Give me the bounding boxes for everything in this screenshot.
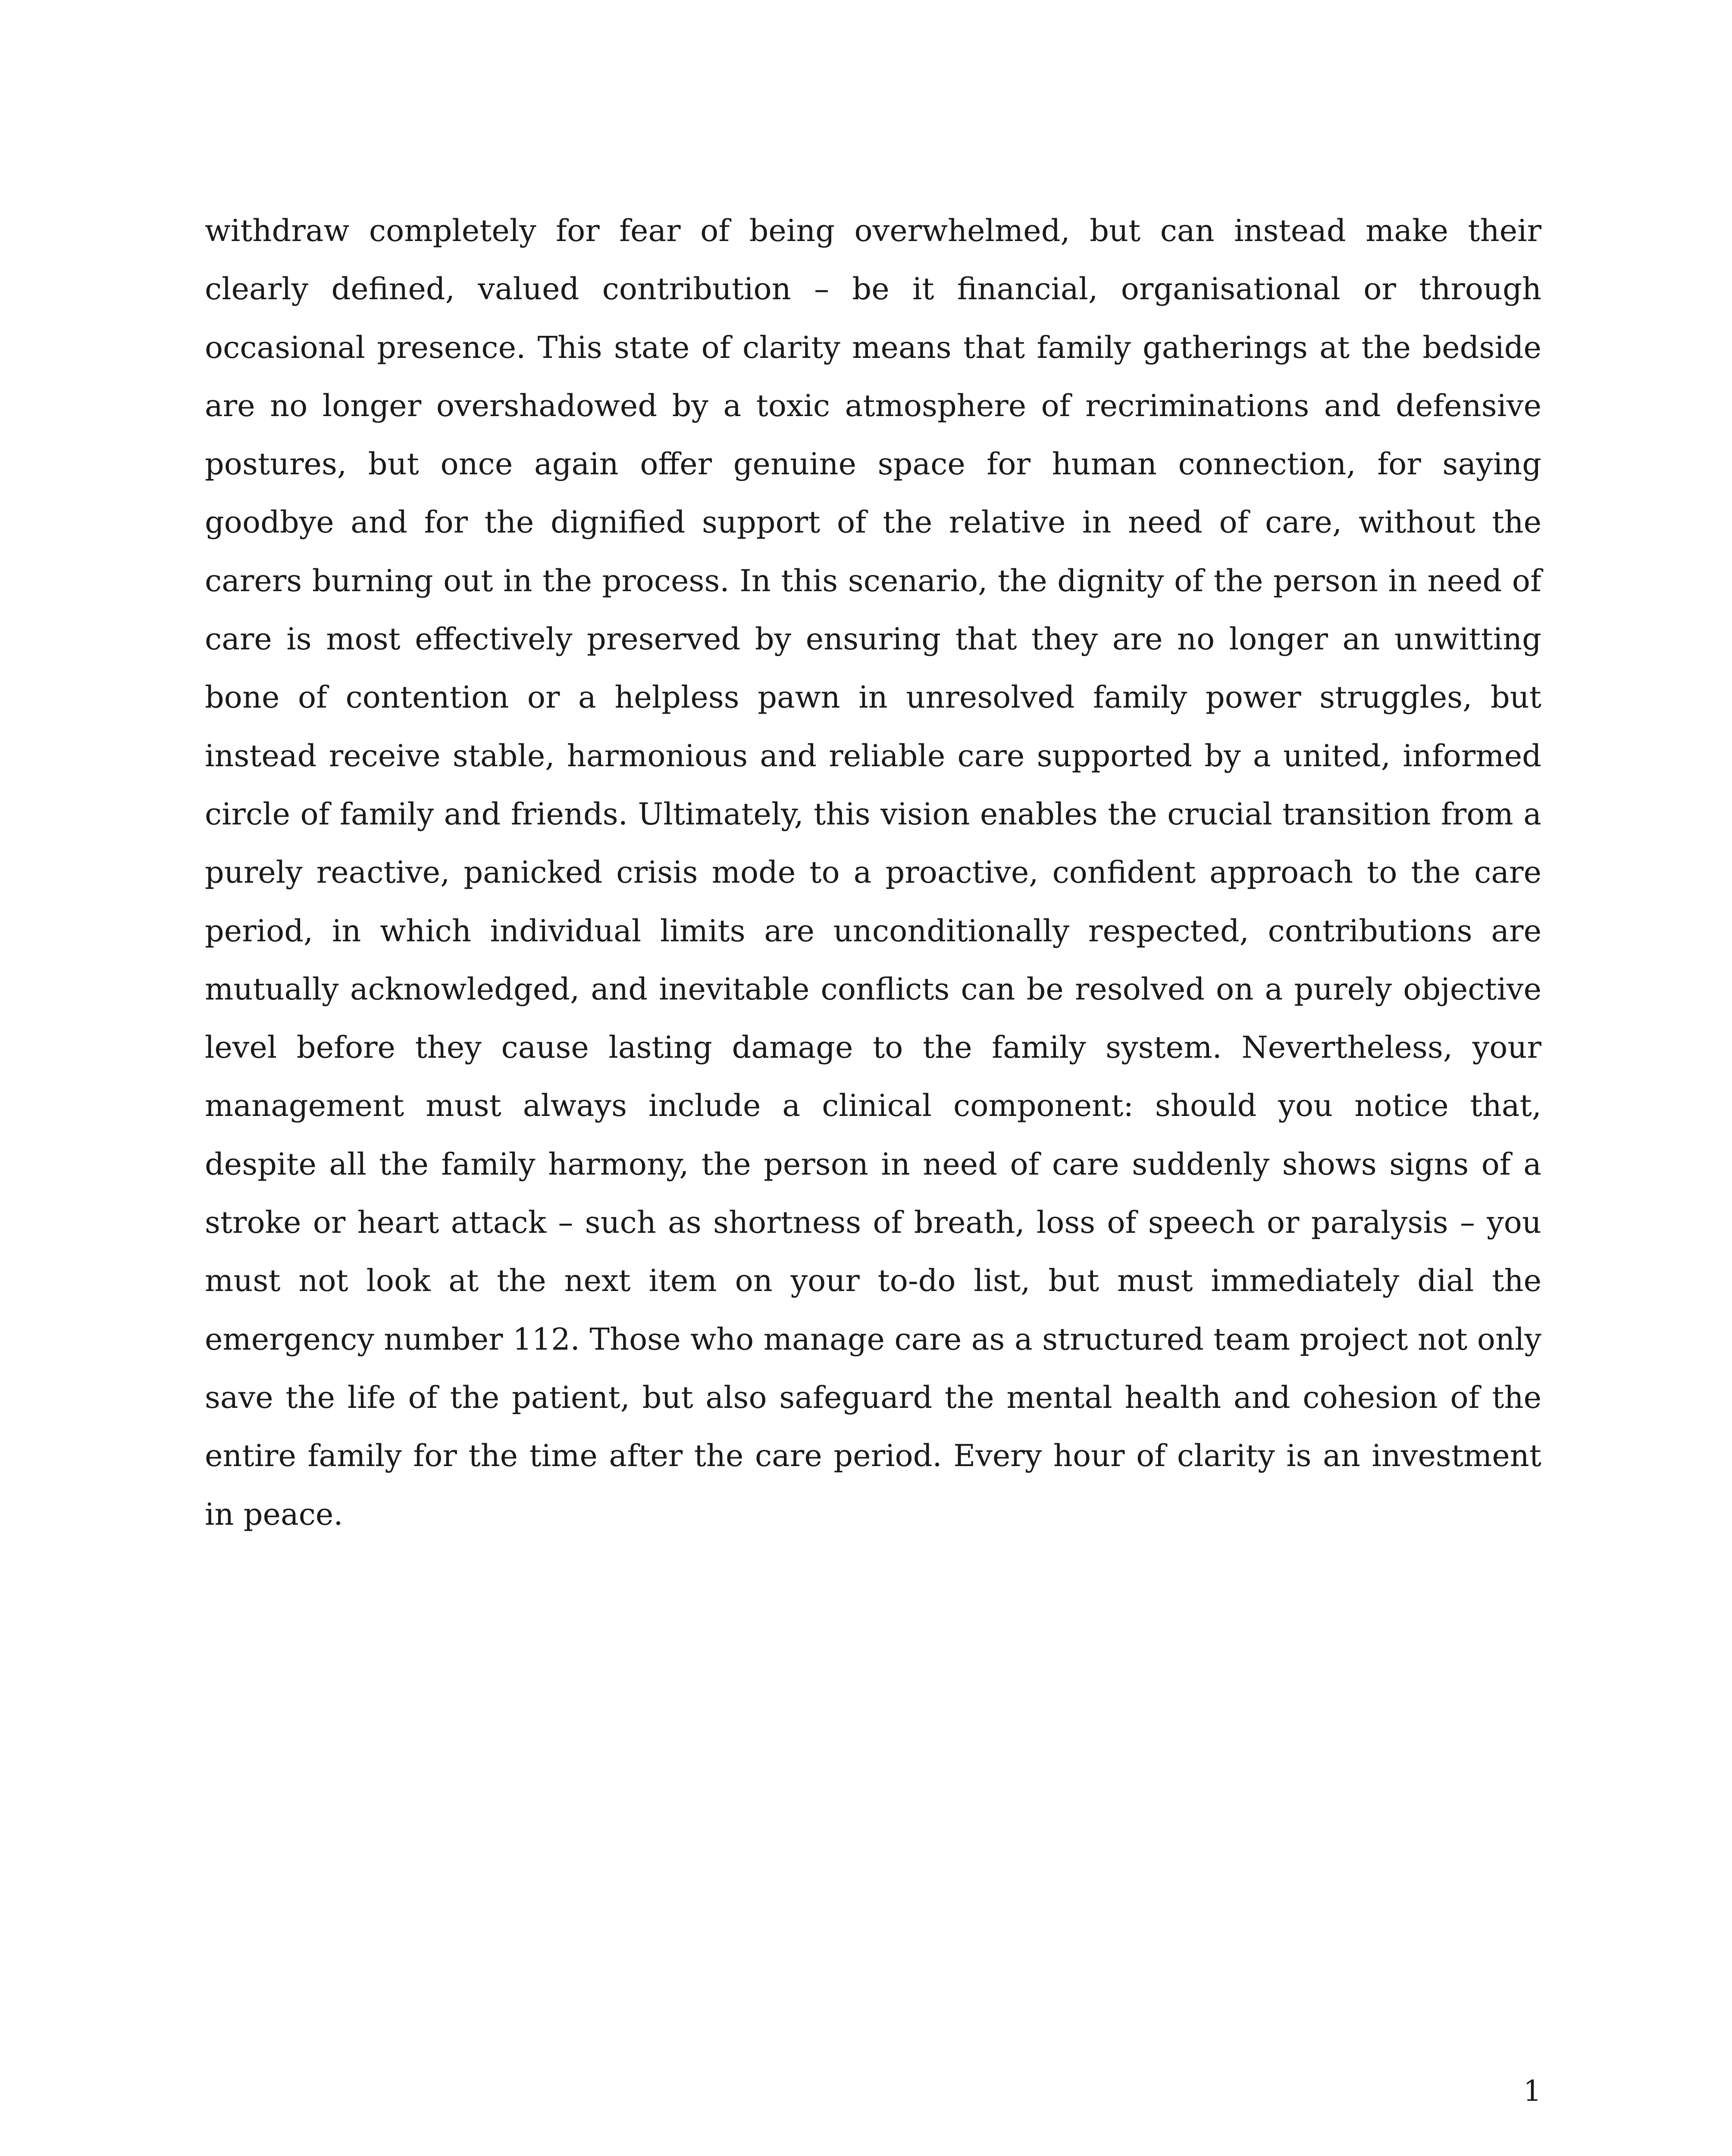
page-number: 1 [1523,2075,1541,2108]
body-paragraph: withdraw completely for fear of being overwhelmed, but can instead make their clearly defined, valued contribution – be it financial, organisational or through occasional presence. This state of clarity means that family gatherings at the bedside are no longer overshadowed by a toxic atmosphere of recriminations and defensive postures, but once again offer genuine space for human connection, for saying goodbye and for the dignified support of the relative in need of care, without the carers burning out in the process. In this scenario, the dignity of the person in need of care is most effectively preserved by ensuring that they are no longer an unwitting bone of contention or a helpless pawn in unresolved family power struggles, but instead receive stable, harmonious and reliable care supported by a united, informed circle of family and friends. Ultimately, this vision enables the crucial transition from a purely reactive, panicked crisis mode to a proactive, confident approach to the care period, in which individual limits are unconditionally respected, contributions are mutually acknowledged, and inevitable conflicts can be resolved on a purely objective level before they cause lasting damage to the family system. Nevertheless, your management must always include a clinical component: should you notice that, despite all the family harmony, the person in need of care suddenly shows signs of a stroke or heart attack – such as shortness of breath, loss of speech or paralysis – you must not look at the next item on your to-do list, but must immediately dial the emergency number 112. Those who manage care as a structured team project not only save the life of the patient, but also safeguard the mental health and cohesion of the entire family for the time after the care period. Every hour of clarity is an investment in peace. [205,213,1541,1532]
